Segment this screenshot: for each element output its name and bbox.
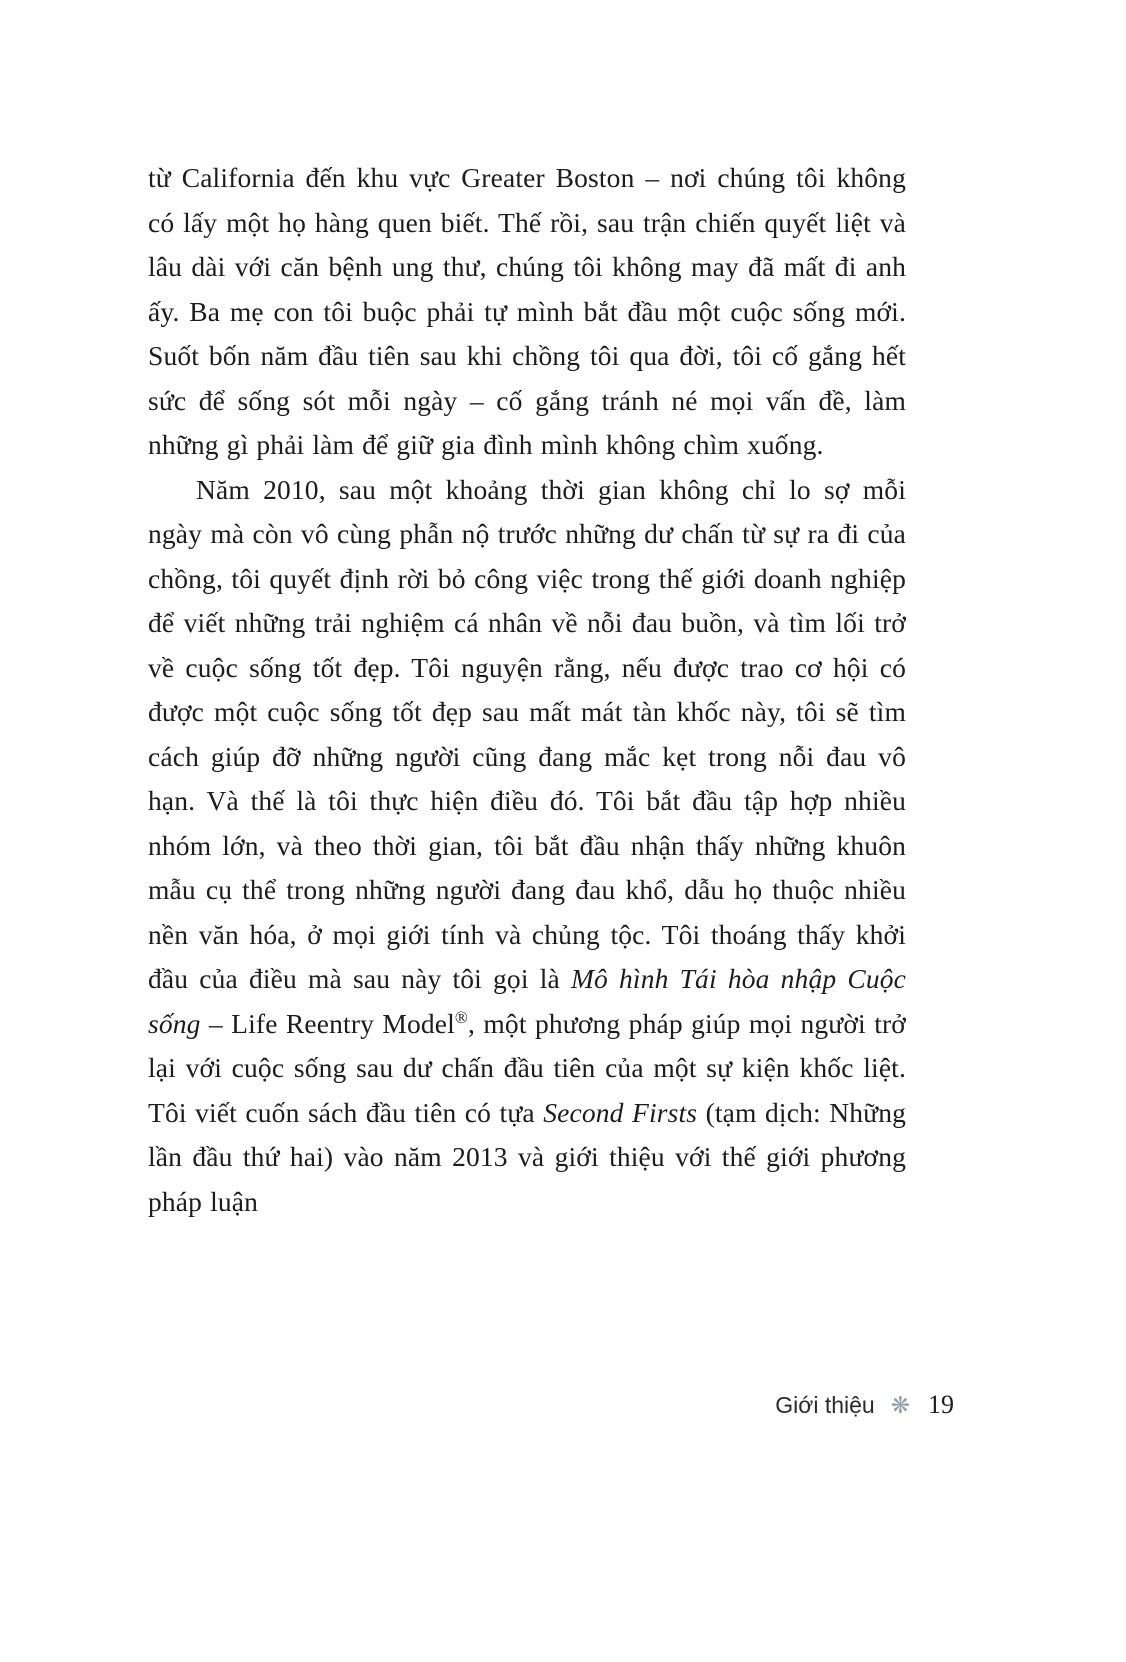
page-number: 19: [928, 1390, 954, 1419]
body-text: [148, 156, 906, 1224]
body-paragraph-1: từ California đến khu vực Greater Boston – nơi chúng tôi không có lấy một họ hàng quen biết. Thế rồi, sau trận chiến quyết liệt và lâu dài với căn bệnh ung thư, chúng tôi không may đã mất đi anh ấy. Ba mẹ con tôi buộc phải tự mình bắt đầu một cuộc sống mới. Suốt bốn năm đầu tiên sau khi chồng tôi qua đời, tôi cố gắng hết sức để sống sót mỗi ngày – cố gắng tránh né mọi vấn đề, làm những gì phải làm để giữ gia đình mình không chìm xuống.: [148, 162, 906, 460]
snowflake-ornament-icon: ❋: [890, 1392, 910, 1418]
body-paragraph-2: Năm 2010, sau một khoảng thời gian không chỉ lo sợ mỗi ngày mà còn vô cùng phẫn nộ trước những dư chấn từ sự ra đi của chồng, tôi quyết định rời bỏ công việc trong thế giới doanh nghiệp để viết những trải nghiệm cá nhân về nỗi đau buồn, và tìm lối trở về cuộc sống tốt đẹp. Tôi nguyện rằng, nếu được trao cơ hội có được một cuộc sống tốt đẹp sau mất mát tàn khốc này, tôi sẽ tìm cách giúp đỡ những người cũng đang mắc kẹt trong nỗi đau vô hạn. Và thế là tôi thực hiện điều đó. Tôi bắt đầu tập hợp nhiều nhóm lớn, và theo thời gian, tôi bắt đầu nhận thấy những khuôn mẫu cụ thể trong những người đang đau khổ, dẫu họ thuộc nhiều nền văn hóa, ở mọi giới tính và chủng tộc. Tôi thoáng thấy khởi đầu của điều mà sau này tôi gọi là Mô hình Tái hòa nhập Cuộc sống – Life Reentry Model®, một phương pháp giúp mọi người trở lại với cuộc sống sau dư chấn đầu tiên của một sự kiện khốc liệt. Tôi viết cuốn sách đầu tiên có tựa Second Firsts (tạm dịch: Những lần đầu thứ hai) vào năm 2013 và giới thiệu với thế giới phương pháp luận: [148, 473, 906, 1217]
page-footer: [148, 1390, 954, 1420]
section-title-label: Giới thiệu: [775, 1392, 875, 1418]
